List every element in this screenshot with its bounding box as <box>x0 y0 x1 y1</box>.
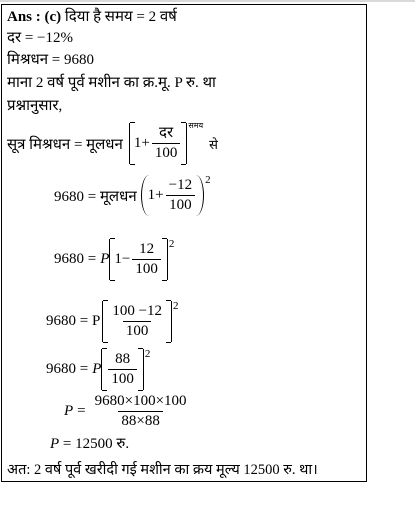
according-to-question-line: प्रश्नानुसार, <box>7 98 63 114</box>
formula-one-plus: 1+ <box>133 135 150 151</box>
step4-denominator: 100 <box>108 369 137 388</box>
step2-equation <box>54 239 174 280</box>
step1-exponent: 2 <box>205 173 211 186</box>
formula-exponent: समय <box>188 121 204 130</box>
step3-fraction <box>109 303 165 340</box>
step2-one-minus: 1− <box>114 251 131 267</box>
step4-lhs: 9680 = <box>46 361 89 377</box>
step1-paren <box>141 175 204 216</box>
step4-variable: P <box>92 361 102 377</box>
step3-bracket <box>102 301 172 342</box>
formula-numerator: दर <box>159 125 174 141</box>
amount-line: मिश्रधन = 9680 <box>7 52 94 68</box>
step6-result: = 12500 रु. <box>59 436 130 452</box>
step2-fraction <box>132 241 161 278</box>
step1-fraction <box>166 177 195 214</box>
step1-equation <box>54 175 211 216</box>
step3-denominator: 100 <box>123 321 152 340</box>
step5-denominator: 88×88 <box>118 411 162 430</box>
formula-lhs: सूत्र मिश्रधन = मूलधन <box>7 136 123 153</box>
formula-denominator: 100 <box>152 143 181 162</box>
conclusion-line: अत: 2 वर्ष पूर्व खरीदी गई मशीन का क्रय मूल्य 12500 रु. था। <box>7 462 318 478</box>
answer-box <box>1 4 367 482</box>
step2-exponent: 2 <box>168 237 175 250</box>
step4-equation <box>46 349 150 390</box>
step6-variable: P <box>50 436 60 452</box>
step1-numerator: −12 <box>168 177 193 193</box>
assumption-line: माना 2 वर्ष पूर्व मशीन का क्र.मू. P रु. था <box>7 75 216 91</box>
answer-label: Ans : (c) <box>7 9 62 25</box>
answer-line-given-time <box>7 8 177 26</box>
formula-line <box>7 123 218 164</box>
step3-lhs: 9680 = P <box>46 313 101 329</box>
formula-bracket <box>129 123 187 164</box>
step4-bracket <box>101 349 144 390</box>
step1-one-plus: 1+ <box>147 187 164 203</box>
step1-lhs: 9680 = मूलधन <box>54 188 137 205</box>
step5-equation <box>64 393 192 430</box>
rate-line: दर = −12% <box>7 30 74 46</box>
given-time-text: दिया है समय = 2 वर्ष <box>61 9 177 25</box>
step5-variable: P <box>64 403 74 419</box>
step3-exponent: 2 <box>173 299 179 312</box>
step2-denominator: 100 <box>132 259 161 278</box>
formula-fraction <box>152 125 181 162</box>
formula-suffix: से <box>209 136 218 152</box>
step1-denominator: 100 <box>166 195 195 214</box>
step2-numerator: 12 <box>139 241 155 257</box>
step3-numerator: 100 −12 <box>112 303 163 319</box>
step5-fraction <box>92 393 190 430</box>
step3-equation <box>46 301 179 342</box>
step5-numerator: 9680×100×100 <box>94 393 187 409</box>
step6-result-line <box>50 435 129 453</box>
step4-numerator: 88 <box>115 351 131 367</box>
step4-exponent: 2 <box>144 347 151 360</box>
step2-lhs: 9680 = <box>54 251 97 267</box>
step2-variable: P <box>100 251 110 267</box>
step4-fraction <box>108 351 137 388</box>
top-edge-strip <box>0 0 415 2</box>
step2-bracket <box>109 239 167 280</box>
step5-equals: = <box>77 403 86 419</box>
